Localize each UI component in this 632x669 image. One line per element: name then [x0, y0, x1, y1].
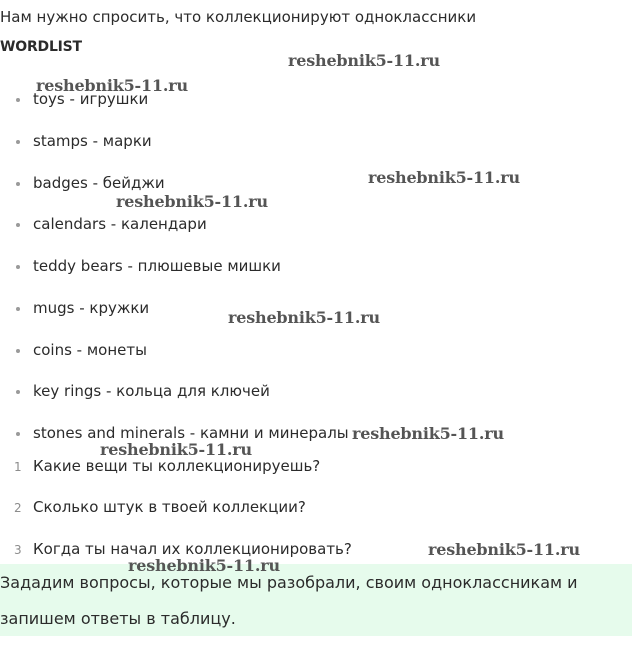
question-number: 3	[14, 543, 22, 557]
bullet-icon	[16, 182, 20, 186]
question-text: Какие вещи ты коллекционируешь?	[33, 457, 321, 475]
watermark: reshebnik5-11.ru	[352, 424, 504, 443]
highlight-block	[0, 564, 632, 636]
bullet-icon	[16, 223, 20, 227]
watermark: reshebnik5-11.ru	[288, 51, 440, 70]
word-entry: key rings - кольца для ключей	[33, 382, 270, 400]
highlight-line: запишем ответы в таблицу.	[0, 609, 236, 628]
watermark: reshebnik5-11.ru	[428, 540, 580, 559]
watermark: reshebnik5-11.ru	[36, 76, 188, 95]
bullet-icon	[16, 432, 20, 436]
word-entry: calendars - календари	[33, 215, 207, 233]
bullet-icon	[16, 390, 20, 394]
bullet-icon	[16, 307, 20, 311]
word-entry: mugs - кружки	[33, 299, 150, 317]
intro-text: Нам нужно спросить, что коллекционируют одноклассники	[0, 8, 477, 26]
word-entry: toys - игрушки	[33, 90, 149, 108]
bullet-icon	[16, 140, 20, 144]
watermark: reshebnik5-11.ru	[100, 440, 252, 459]
word-entry: stones and minerals - камни и минералы	[33, 424, 349, 442]
word-entry: badges - бейджи	[33, 174, 165, 192]
question-text: Когда ты начал их коллекционировать?	[33, 540, 352, 558]
question-number: 2	[14, 501, 22, 515]
word-entry: stamps - марки	[33, 132, 152, 150]
watermark: reshebnik5-11.ru	[228, 308, 380, 327]
watermark: reshebnik5-11.ru	[116, 192, 268, 211]
watermark: reshebnik5-11.ru	[128, 556, 280, 575]
word-entry: teddy bears - плюшевые мишки	[33, 257, 281, 275]
highlight-line: Зададим вопросы, которые мы разобрали, своим одноклассникам и	[0, 573, 578, 592]
question-number: 1	[14, 460, 22, 474]
bullet-icon	[16, 98, 20, 102]
wordlist-heading: WORDLIST	[0, 39, 82, 55]
question-text: Сколько штук в твоей коллекции?	[33, 498, 306, 516]
word-entry: coins - монеты	[33, 341, 147, 359]
bullet-icon	[16, 349, 20, 353]
watermark: reshebnik5-11.ru	[368, 168, 520, 187]
bullet-icon	[16, 265, 20, 269]
